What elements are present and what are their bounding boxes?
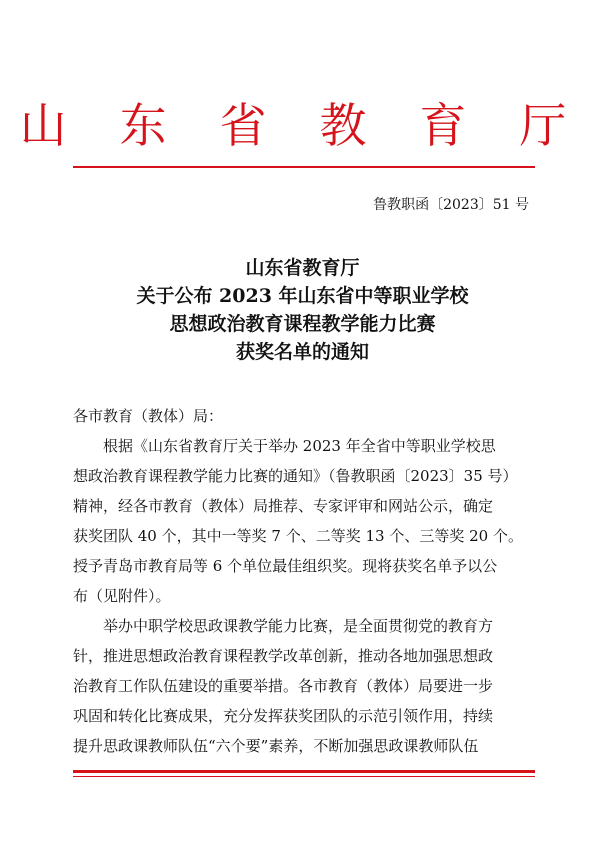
body-line: 针，推进思想政治教育课程教学改革创新，推动各地加强思想政	[73, 647, 494, 665]
paragraph-2	[73, 611, 538, 761]
title-line: 思想政治教育课程教学能力比赛	[169, 313, 436, 335]
body-line: 精神，经各市教育（教体）局推荐、专家评审和网站公示，确定	[73, 497, 494, 515]
red-footer-rule	[73, 770, 535, 773]
body-line: 根据《山东省教育厅关于举办 2023 年全省中等职业学校思	[103, 437, 496, 455]
body-line: 授予青岛市教育局等 6 个单位最佳组织奖。现将获奖名单予以公	[73, 557, 498, 575]
body-line: 获奖团队 40 个，其中一等奖 7 个、二等奖 13 个、三等奖 20 个。	[73, 527, 523, 545]
body-line: 想政治教育课程教学能力比赛的通知》（鲁教职函〔2023〕35 号）	[73, 467, 518, 485]
document-number: 鲁教职函〔2023〕51 号	[373, 197, 529, 213]
notice-body	[73, 401, 538, 761]
paragraph-1	[73, 431, 538, 611]
body-line: 举办中职学校思政课教学能力比赛，是全面贯彻党的教育方	[103, 617, 494, 635]
salutation: 各市教育（教体）局：	[73, 407, 224, 425]
red-footer-rule-thin	[73, 776, 535, 777]
title-line: 山东省教育厅	[245, 257, 360, 279]
body-line: 巩固和转化比赛成果，充分发挥获奖团队的示范引领作用，持续	[73, 707, 494, 725]
agency-masthead: 山 东 省 教 育 厅	[19, 99, 586, 154]
red-header-rule	[73, 166, 535, 168]
title-line: 获奖名单的通知	[235, 341, 369, 363]
title-line: 关于公布 2023 年山东省中等职业学校	[136, 285, 469, 307]
body-line: 布（见附件）。	[73, 587, 171, 605]
body-line: 治教育工作队伍建设的重要举措。各市教育（教体）局要进一步	[73, 677, 494, 695]
body-line: 提升思政课教师队伍“六个要”素养，不断加强思政课教师队伍	[73, 737, 479, 755]
notice-title	[0, 254, 605, 366]
